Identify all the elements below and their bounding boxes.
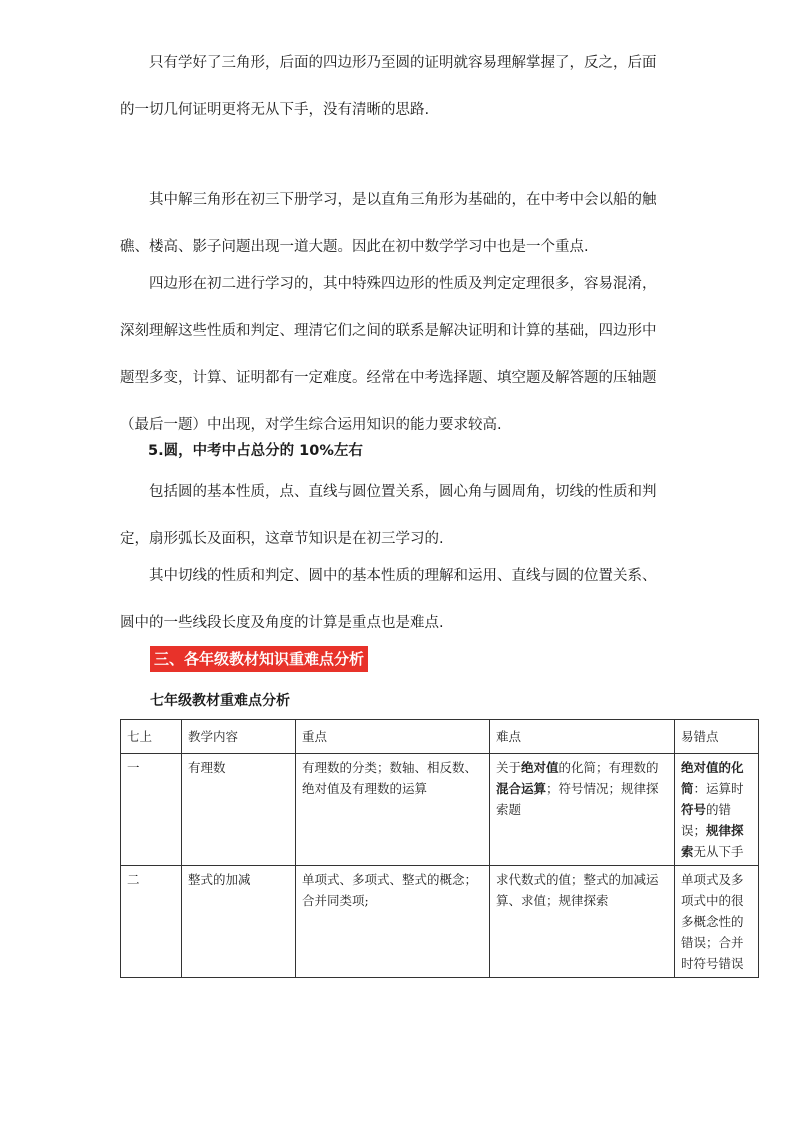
table-header-cell: 七上	[121, 720, 182, 754]
text-run: 无从下手	[693, 844, 744, 859]
paragraph-solving-triangles	[120, 177, 680, 271]
section-banner: 三、各年级教材知识重难点分析	[150, 646, 368, 672]
text-line: 只有学好了三角形，后面的四边形乃至圆的证明就容易理解掌握了，反之，后面	[149, 55, 657, 71]
table-cell-key: 有理数的分类；数轴、相反数、绝对值及有理数的运算	[296, 754, 490, 866]
text-line: 四边形在初二进行学习的，其中特殊四边形的性质及判定定理很多，容易混淆，	[149, 276, 657, 292]
text-line: 题型多变，计算、证明都有一定难度。经常在中考选择题、填空题及解答题的压轴题	[120, 370, 657, 386]
table-header-cell: 重点	[296, 720, 490, 754]
table-row	[121, 754, 759, 866]
table-header-row	[121, 720, 759, 754]
text-run: 的化简；有理数的	[558, 760, 659, 775]
text-line: 的一切几何证明更将无从下手，没有清晰的思路.	[120, 102, 430, 118]
text-run: 的错误；	[681, 802, 732, 838]
table-cell-difficult	[490, 754, 675, 866]
paragraph-circle-key-points	[120, 553, 680, 647]
emphasis-text: 绝对值	[521, 760, 559, 775]
table-header-cell: 易错点	[675, 720, 759, 754]
table-cell-error: 单项式及多项式中的很多概念性的错误；合并时符号错误	[675, 866, 759, 978]
table-cell-num: 一	[121, 754, 182, 866]
table-cell-error	[675, 754, 759, 866]
table-cell-difficult: 求代数式的值；整式的加减运算、求值；规律探索	[490, 866, 675, 978]
subheading-grade7: 七年级教材重难点分析	[150, 693, 290, 709]
table-header-cell: 教学内容	[182, 720, 296, 754]
emphasis-text: 符号	[681, 802, 707, 817]
table-row	[121, 866, 759, 978]
paragraph-triangle-importance	[120, 40, 680, 134]
paragraph-circle-content	[120, 469, 680, 563]
table-cell-content: 有理数	[182, 754, 296, 866]
text-run: 关于	[496, 760, 522, 775]
emphasis-text: 规律探索	[681, 823, 744, 859]
table-cell-key: 单项式、多项式、整式的概念；合并同类项;	[296, 866, 490, 978]
knowledge-table	[120, 719, 759, 978]
text-run: ；符号情况；规律探索题	[496, 781, 659, 817]
text-run: ：运算时	[693, 781, 744, 796]
heading-circle-weight: 5.圆，中考中占总分的 10%左右	[148, 443, 363, 459]
text-line: 其中切线的性质和判定、圆中的基本性质的理解和运用、直线与圆的位置关系、	[149, 568, 657, 584]
text-line: 礁、楼高、影子问题出现一道大题。因此在初中数学学习中也是一个重点.	[120, 239, 589, 255]
text-line: （最后一题）中出现，对学生综合运用知识的能力要求较高.	[120, 417, 502, 433]
text-line: 深刻理解这些性质和判定、理清它们之间的联系是解决证明和计算的基础，四边形中	[120, 323, 657, 339]
text-line: 圆中的一些线段长度及角度的计算是重点也是难点.	[120, 615, 444, 631]
table-cell-num: 二	[121, 866, 182, 978]
text-line: 包括圆的基本性质，点、直线与圆位置关系，圆心角与圆周角，切线的性质和判	[149, 484, 657, 500]
emphasis-text: 混合运算	[496, 781, 547, 796]
paragraph-quadrilaterals	[120, 261, 680, 449]
text-line: 定，扇形弧长及面积，这章节知识是在初三学习的.	[120, 531, 444, 547]
text-line: 其中解三角形在初三下册学习，是以直角三角形为基础的，在中考中会以船的触	[149, 192, 657, 208]
table-header-cell: 难点	[490, 720, 675, 754]
table-cell-content: 整式的加减	[182, 866, 296, 978]
emphasis-text: 绝对值的化简	[681, 760, 744, 796]
